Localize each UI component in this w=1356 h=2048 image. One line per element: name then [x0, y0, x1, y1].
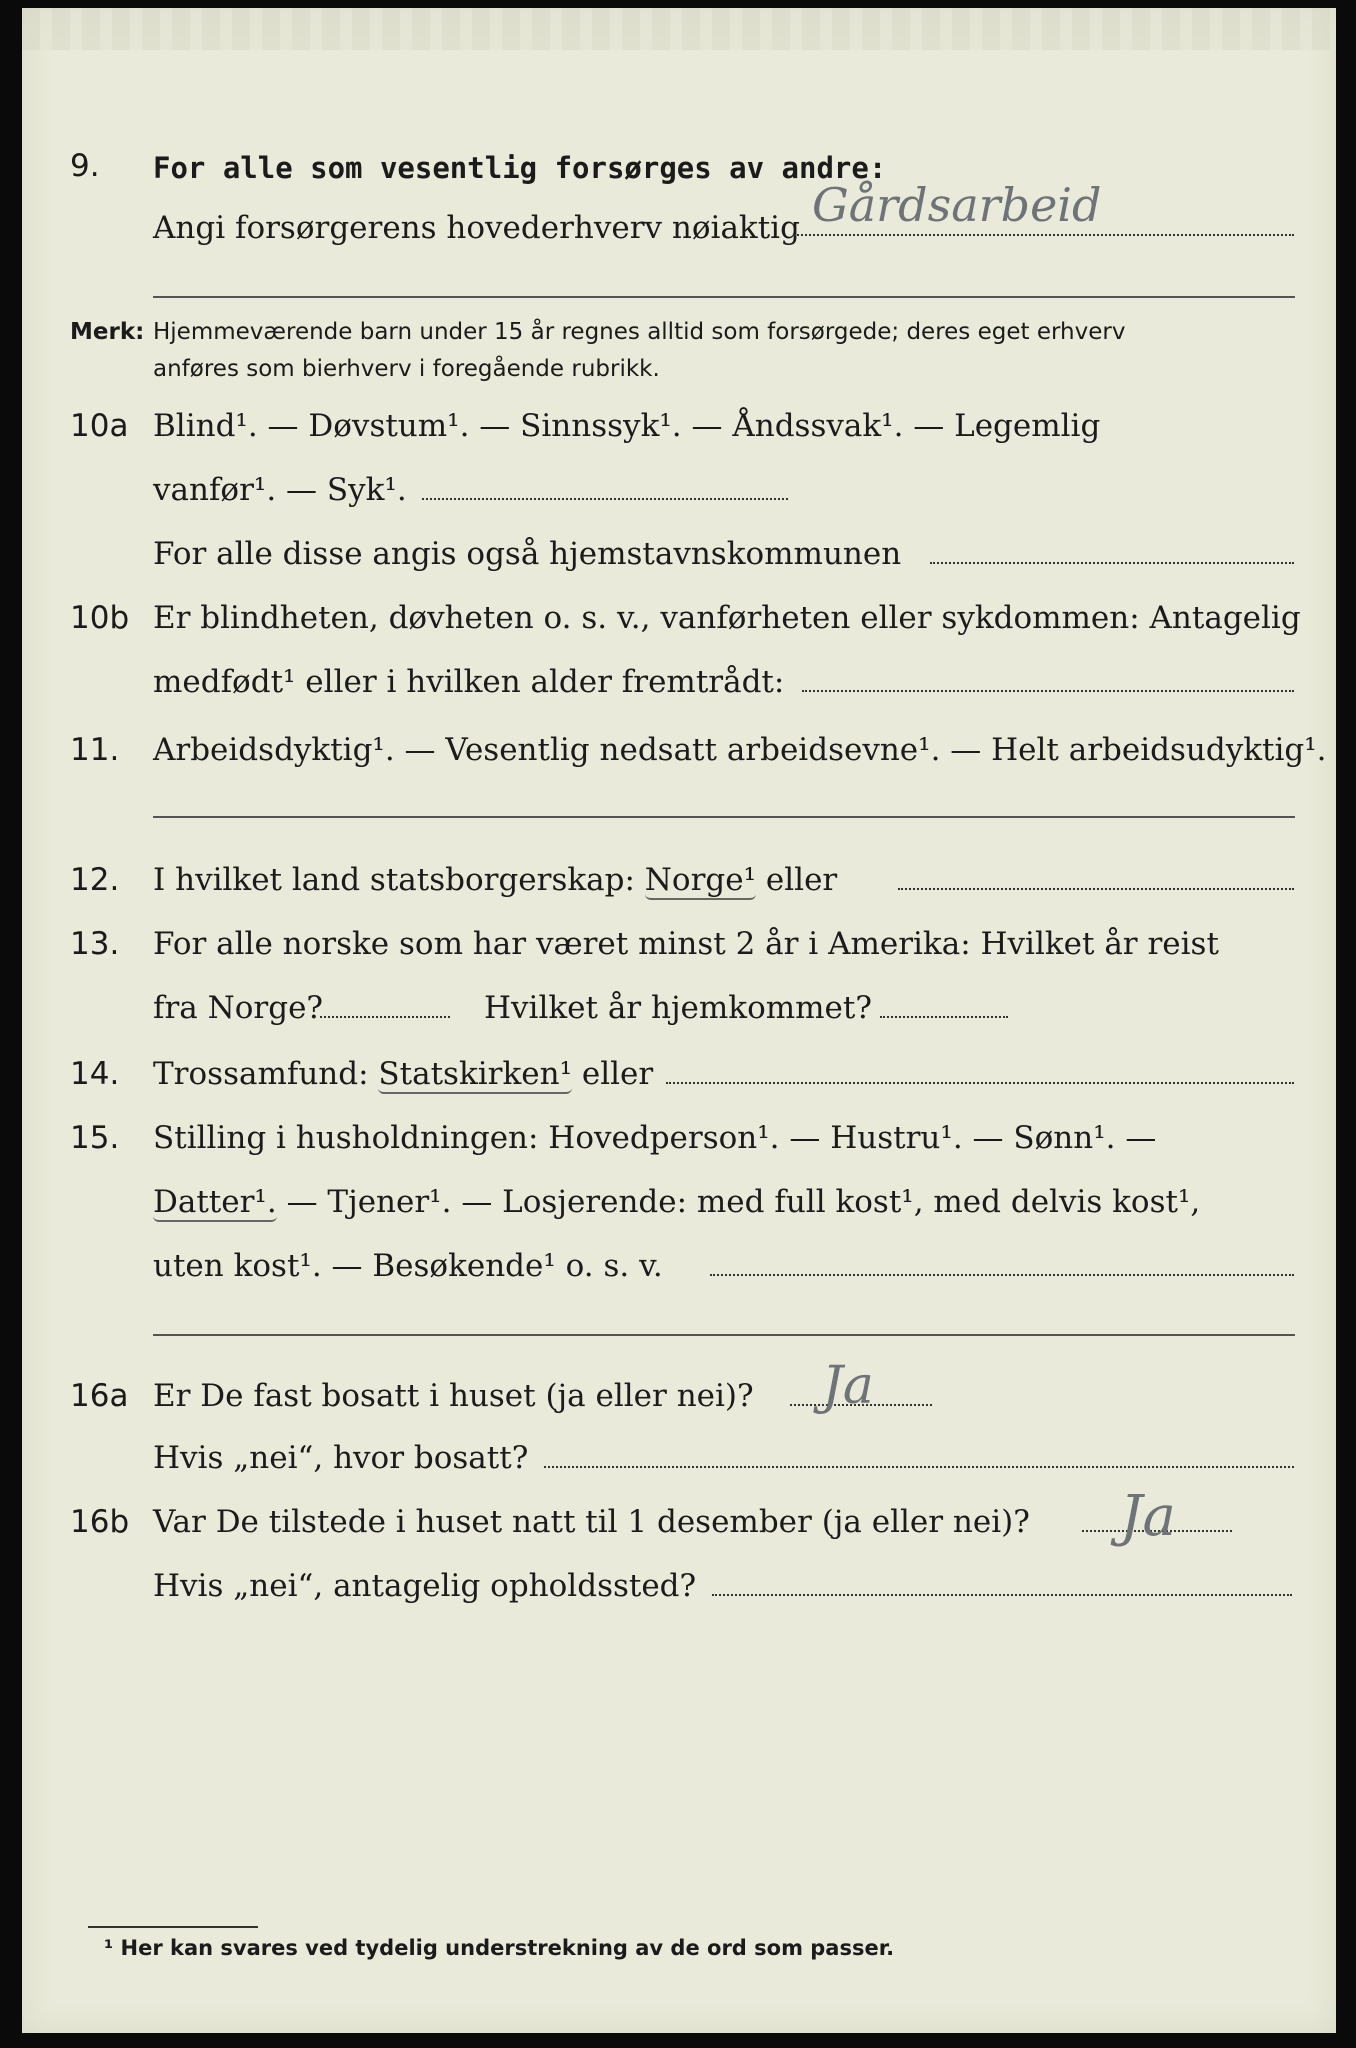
q14-line: [153, 1054, 653, 1094]
q16a-line-2: Hvis „nei“, hvor bosatt?: [153, 1440, 529, 1476]
q10a-line-3: For alle disse angis også hjemstavnskommunen: [153, 536, 902, 572]
q12-line: [153, 860, 837, 900]
q15-line-1: Stilling i husholdningen: Hovedperson¹. — Hustru¹. — Sønn¹. —: [153, 1120, 1157, 1156]
footnote: ¹ Her kan svares ved tydelig understrekning av de ord som passer.: [104, 1936, 895, 1960]
q10b-dotted-line: [802, 690, 1294, 692]
q15-dotted-line: [710, 1274, 1294, 1276]
q11-line-1: Arbeidsdyktig¹. — Vesentlig nedsatt arbeidsevne¹. — Helt arbeidsudyktig¹.: [153, 732, 1327, 768]
merk-line-1: Hjemmeværende barn under 15 år regnes alltid som forsørgede; deres eget erhverv: [153, 319, 1126, 345]
q12-norge-underlined: Norge¹: [644, 862, 757, 898]
q10b-number: 10b: [70, 600, 130, 636]
q9-blank-line: [153, 296, 1295, 298]
q10a-number: 10a: [70, 408, 129, 444]
q13-hjemkommet-dotted-line: [880, 1016, 1008, 1018]
footnote-rule: [88, 1926, 258, 1928]
q12-number: 12.: [70, 862, 120, 898]
merk-label: Merk:: [70, 319, 145, 345]
q12-text-pre: I hvilket land statsborgerskap:: [153, 862, 635, 898]
q12-dotted-line: [898, 888, 1294, 890]
q14-text-post: eller: [581, 1056, 654, 1092]
q10b-line-2: medfødt¹ eller i hvilken alder fremtrådt:: [153, 664, 785, 700]
q16a-handwritten-answer: Ja: [822, 1356, 874, 1416]
q11-number: 11.: [70, 732, 120, 768]
q10a-line-1: Blind¹. — Døvstum¹. — Sinnssyk¹. — Åndssvak¹. — Legemlig: [153, 408, 1101, 444]
q9-handwritten-answer: Gårdsarbeid: [812, 178, 1102, 232]
q11-blank-line: [153, 816, 1295, 818]
census-form-page: [22, 8, 1336, 2033]
q9-heading: For alle som vesentlig forsørges av andre:: [153, 151, 887, 185]
q15-line-3: uten kost¹. — Besøkende¹ o. s. v.: [153, 1248, 663, 1284]
q15-number: 15.: [70, 1120, 120, 1156]
torn-top-edge: [22, 8, 1336, 50]
q13-line-1: For alle norske som har været minst 2 år i Amerika: Hvilket år reist: [153, 926, 1219, 962]
q10a-line-2: vanfør¹. — Syk¹.: [153, 472, 407, 508]
q9-answer-dotted-line: [794, 234, 1294, 236]
q16a-line-1: Er De fast bosatt i huset (ja eller nei)?: [153, 1378, 754, 1414]
q16b-handwritten-answer: Ja: [1120, 1484, 1176, 1549]
q16b-opholdssted-dotted-line: [712, 1594, 1292, 1596]
q13-number: 13.: [70, 926, 120, 962]
merk-note: [153, 314, 1303, 388]
q16b-line-2: Hvis „nei“, antagelig opholdssted?: [153, 1568, 697, 1604]
merk-line-2: anføres som bierhverv i foregående rubrikk.: [153, 356, 660, 382]
q12-text-post: eller: [765, 862, 838, 898]
q9-line: Angi forsørgerens hovederhverv nøiaktig: [153, 210, 800, 246]
q13-line-2a: fra Norge?: [153, 990, 324, 1026]
q14-dotted-line: [666, 1082, 1294, 1084]
q15-blank-line: [153, 1334, 1295, 1336]
q14-statskirken-underlined: Statskirken¹: [378, 1056, 572, 1092]
q14-text-pre: Trossamfund:: [153, 1056, 369, 1092]
q13-line-2b: Hvilket år hjemkommet?: [484, 990, 872, 1026]
q15-line-2: [153, 1182, 1200, 1222]
q9-number: 9.: [70, 148, 100, 184]
q15-datter-underlined: Datter¹.: [153, 1184, 277, 1220]
q13-reist-dotted-line: [320, 1016, 450, 1018]
q16b-line-1: Var De tilstede i huset natt til 1 desember (ja eller nei)?: [153, 1504, 1030, 1540]
q10a-hjemstavn-dotted-line: [930, 562, 1294, 564]
q16b-number: 16b: [70, 1504, 130, 1540]
q16a-bosatt-dotted-line: [544, 1466, 1294, 1468]
q15-line-2-rest: — Tjener¹. — Losjerende: med full kost¹, med delvis kost¹,: [286, 1184, 1201, 1220]
q14-number: 14.: [70, 1056, 120, 1092]
q10b-line-1: Er blindheten, døvheten o. s. v., vanførheten eller sykdommen: Antagelig: [153, 600, 1301, 636]
q16a-number: 16a: [70, 1378, 129, 1414]
q10a-syk-dotted-line: [422, 498, 788, 500]
